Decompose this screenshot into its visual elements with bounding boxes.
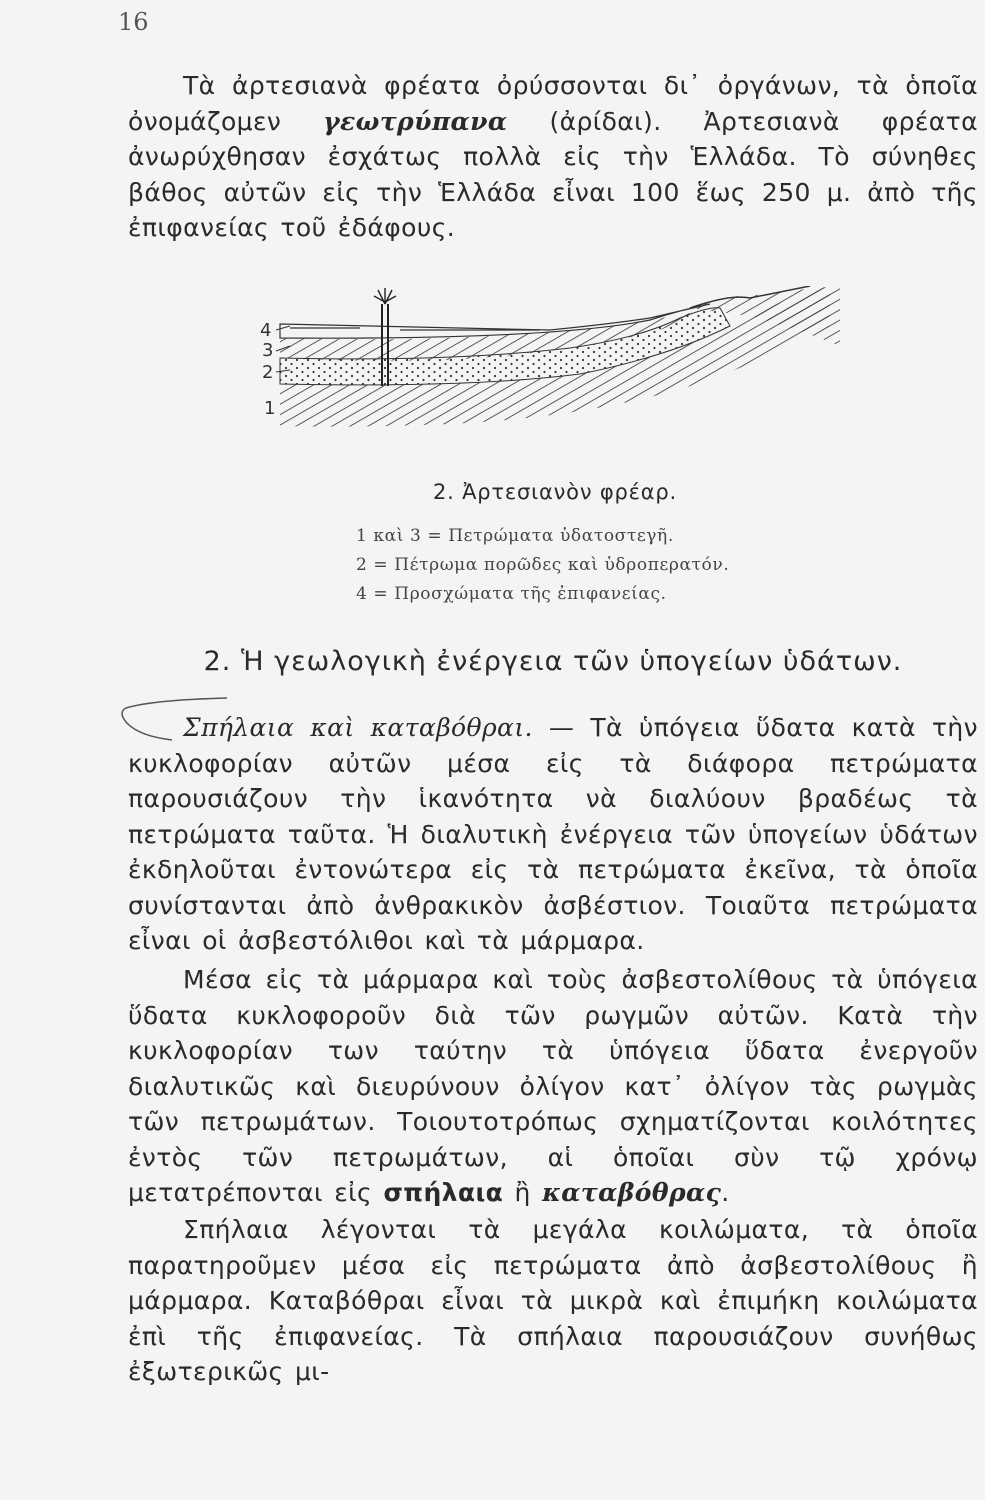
figure-legend: [356, 522, 876, 609]
legend-item: 4 = Προσχώματα τῆς ἐπιφανείας.: [356, 584, 667, 604]
paragraph-text: — Τὰ ὑπόγεια ὕδατα κατὰ τὴν κυκλοφορίαν αὐτῶν μέσα εἰς τὰ διάφορα πετρώματα παρουσιάζουν τὴν ἱκανότητα νὰ διαλύουν βραδέως τὰ πετρώματα ταῦτα. Ἡ διαλυτικὴ ἐνέργεια τῶν ὑπογείων ὑδάτων ἐκδηλοῦται ἐντονώτερα εἰς τὰ πετρώματα ἐκεῖνα, τὰ ὁποῖα συνίστανται ἀπὸ ἀνθρακικὸν ἀσβέστιον. Τοιαῦτα πετρώματα εἶναι οἱ ἀσβεστόλιθοι καὶ τὰ μάρμαρα.: [128, 713, 978, 955]
term-spilaia: σπήλαια: [383, 1178, 504, 1207]
intro-paragraph: [128, 68, 978, 246]
paragraph-definitions: [128, 1212, 978, 1390]
layer-label-3: 3: [262, 340, 274, 361]
intro-text-start: Τὰ ἀρτεσιανὰ φρέατα ὀρύσσονται δι᾿ ὀργάνων, τὰ ὁποῖα ὀνομάζομεν: [128, 71, 978, 136]
term-geotrypana: γεωτρύπανα: [323, 106, 508, 136]
water-fountain: [374, 288, 396, 304]
section-heading: 2. Ἡ γεωλογικὴ ἐνέργεια τῶν ὑπογείων ὑδάτων.: [203, 646, 903, 677]
subsection-title: Σπήλαια καὶ καταβόθραι.: [183, 713, 533, 742]
layer-label-1: 1: [264, 398, 276, 419]
paragraph-text-mid: ἢ: [503, 1178, 543, 1207]
layer-label-2: 2: [262, 362, 274, 383]
paragraph-marbles: [128, 962, 978, 1211]
paragraph-text: Μέσα εἰς τὰ μάρμαρα καὶ τοὺς ἀσβεστολίθους τὰ ὑπόγεια ὕδατα κυκλοφοροῦν διὰ τῶν ρωγμῶν αὐτῶν. Κατὰ τὴν κυκλοφορίαν των ταύτην τὰ ὑπόγεια ὕδατα ἐνεργοῦν διαλυτικῶς καὶ διευρύνουν ὀλίγον κατ᾿ ὀλίγον τὰς ρωγμὰς τῶν πετρωμάτων. Τοιουτοτρόπως σχηματίζονται κοιλότητες ἐντὸς τῶν πετρωμάτων, αἱ ὁποῖαι σὺν τῷ χρόνῳ μετατρέπονται εἰς: [128, 965, 978, 1207]
term-katavothras: καταβόθρας: [542, 1178, 722, 1207]
paragraph-text-end: .: [721, 1178, 730, 1207]
legend-item: 2 = Πέτρωμα πορῶδες καὶ ὑδροπερατόν.: [356, 555, 730, 575]
artesian-well-diagram: [250, 286, 850, 466]
paragraph-caves: [128, 710, 978, 959]
figure-caption: 2. Ἀρτεσιανὸν φρέαρ.: [432, 480, 678, 504]
page-number: 16: [118, 8, 149, 36]
intro-text-end: (ἀρίδαι). Ἀρτεσιανὰ φρέατα ἀνωρύχθησαν ἐσχάτως πολλὰ εἰς τὴν Ἑλλάδα. Τὸ σύνηθες βάθος αὐτῶν εἰς τὴν Ἑλλάδα εἶναι 100 ἕως 250 μ. ἀπὸ τῆς ἐπιφανείας τοῦ ἐδάφους.: [128, 106, 978, 242]
legend-item: 1 καὶ 3 = Πετρώματα ὑδατοστεγῆ.: [356, 526, 674, 546]
paragraph-text: Σπήλαια λέγονται τὰ μεγάλα κοιλώματα, τὰ ὁποῖα παρατηροῦμεν μέσα εἰς πετρώματα ἀπὸ ἀσβεστολίθους ἢ μάρμαρα. Καταβόθραι εἶναι τὰ μικρὰ καὶ ἐπιμήκη κοιλώματα ἐπὶ τῆς ἐπιφανείας. Τὰ σπήλαια παρουσιάζουν συνήθως ἐξωτερικῶς μι-: [128, 1215, 978, 1386]
layer-label-4: 4: [260, 320, 272, 341]
